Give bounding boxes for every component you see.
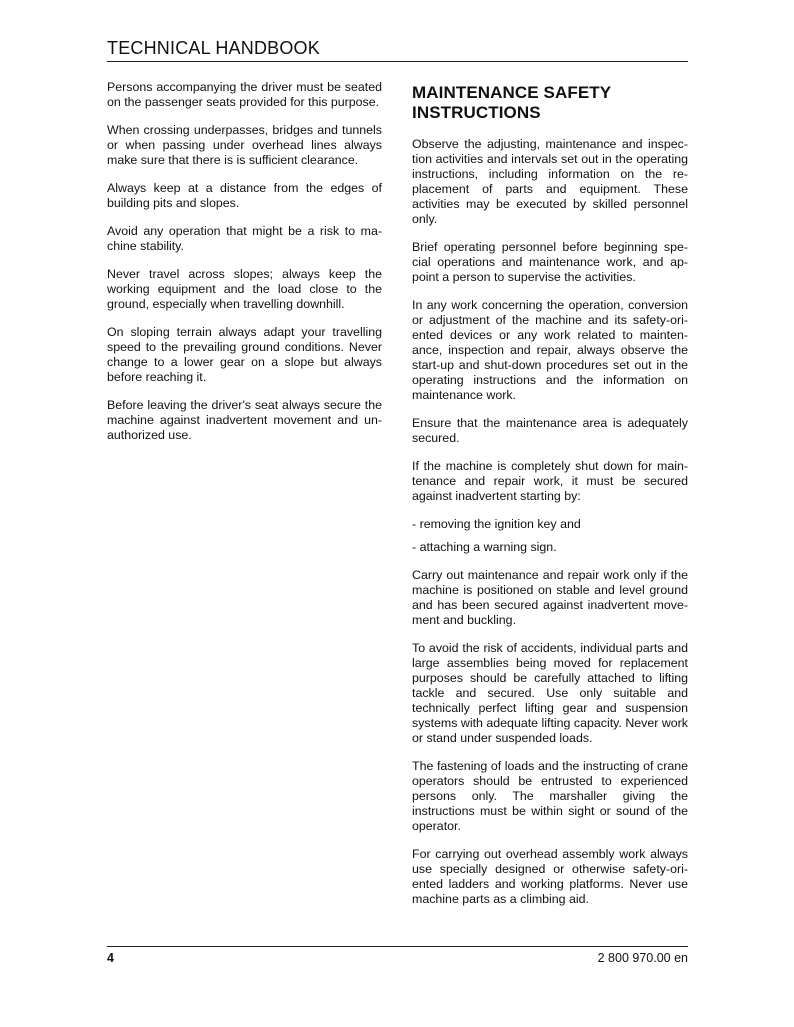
left-paragraph-2: When crossing underpasses, bridges and tunnels or when passing under overhead lines always make sure that there is is sufficient clearance.: [107, 123, 382, 167]
left-paragraph-5: Never travel across slopes; always keep the working equipment and the load close to the ground, especially when travelling downhill.: [107, 267, 382, 311]
right-paragraph-9: For carrying out overhead assembly work always use specially designed or otherwise safety-oriented ladders and working platforms. Never use machine parts as a climbing aid.: [412, 847, 688, 906]
right-paragraph-3: In any work concerning the operation, conversion or adjustment of the machine and its safety-oriented devices or any work related to maintenance, inspection and repair, always observe the start-up and shut-down procedures set out in the operating instructions and the information on maintenance work.: [412, 298, 688, 402]
left-column: [107, 80, 382, 456]
footer-divider: [107, 946, 688, 947]
right-paragraph-8: The fastening of loads and the instructing of crane operators should be entrusted to experienced persons only. The marshaller giving the instructions must be within sight or sound of the operator.: [412, 759, 688, 833]
right-paragraph-6: Carry out maintenance and repair work only if the machine is positioned on stable and level ground and has been secured against inadvertent movement and buckling.: [412, 568, 688, 627]
document-number: 2 800 970.00 en: [597, 951, 688, 965]
right-column: [412, 80, 688, 920]
right-paragraph-7: To avoid the risk of accidents, individual parts and large assemblies being moved for replacement purposes should be carefully attached to lifting tackle and secured. Use only suitable and technically perfect lifting gear and suspension systems with adequate lifting capacity. Never work or stand under suspended loads.: [412, 641, 688, 745]
list-item-warning-sign: - attaching a warning sign.: [412, 540, 557, 554]
left-paragraph-7: Before leaving the driver's seat always secure the machine against inadvertent movement and unauthorized use.: [107, 398, 382, 442]
left-paragraph-4: Avoid any operation that might be a risk to machine stability.: [107, 224, 382, 253]
header-divider: [107, 61, 688, 62]
list-item-ignition-key: - removing the ignition key and: [412, 517, 581, 531]
left-paragraph-6: On sloping terrain always adapt your travelling speed to the prevailing ground conditions. Never change to a lower gear on a slope but always before reaching it.: [107, 325, 382, 384]
page-header-title: TECHNICAL HANDBOOK: [107, 38, 320, 58]
left-paragraph-3: Always keep at a distance from the edges of building pits and slopes.: [107, 181, 382, 210]
right-paragraph-2: Brief operating personnel before beginning special operations and maintenance work, and appoint a person to supervise the activities.: [412, 240, 688, 284]
right-paragraph-1: Observe the adjusting, maintenance and inspection activities and intervals set out in the operating instructions, including information on the replacement of parts and equipment. These activities may be executed by skilled personnel only.: [412, 137, 688, 226]
right-paragraph-5: If the machine is completely shut down for maintenance and repair work, it must be secured against inadvertent starting by:: [412, 459, 688, 503]
page-number: 4: [107, 951, 114, 965]
left-paragraph-1: Persons accompanying the driver must be seated on the passenger seats provided for this purpose.: [107, 80, 382, 109]
section-heading: MAINTENANCE SAFETY INSTRUCTIONS: [412, 83, 611, 122]
right-paragraph-4: Ensure that the maintenance area is adequately secured.: [412, 416, 688, 445]
